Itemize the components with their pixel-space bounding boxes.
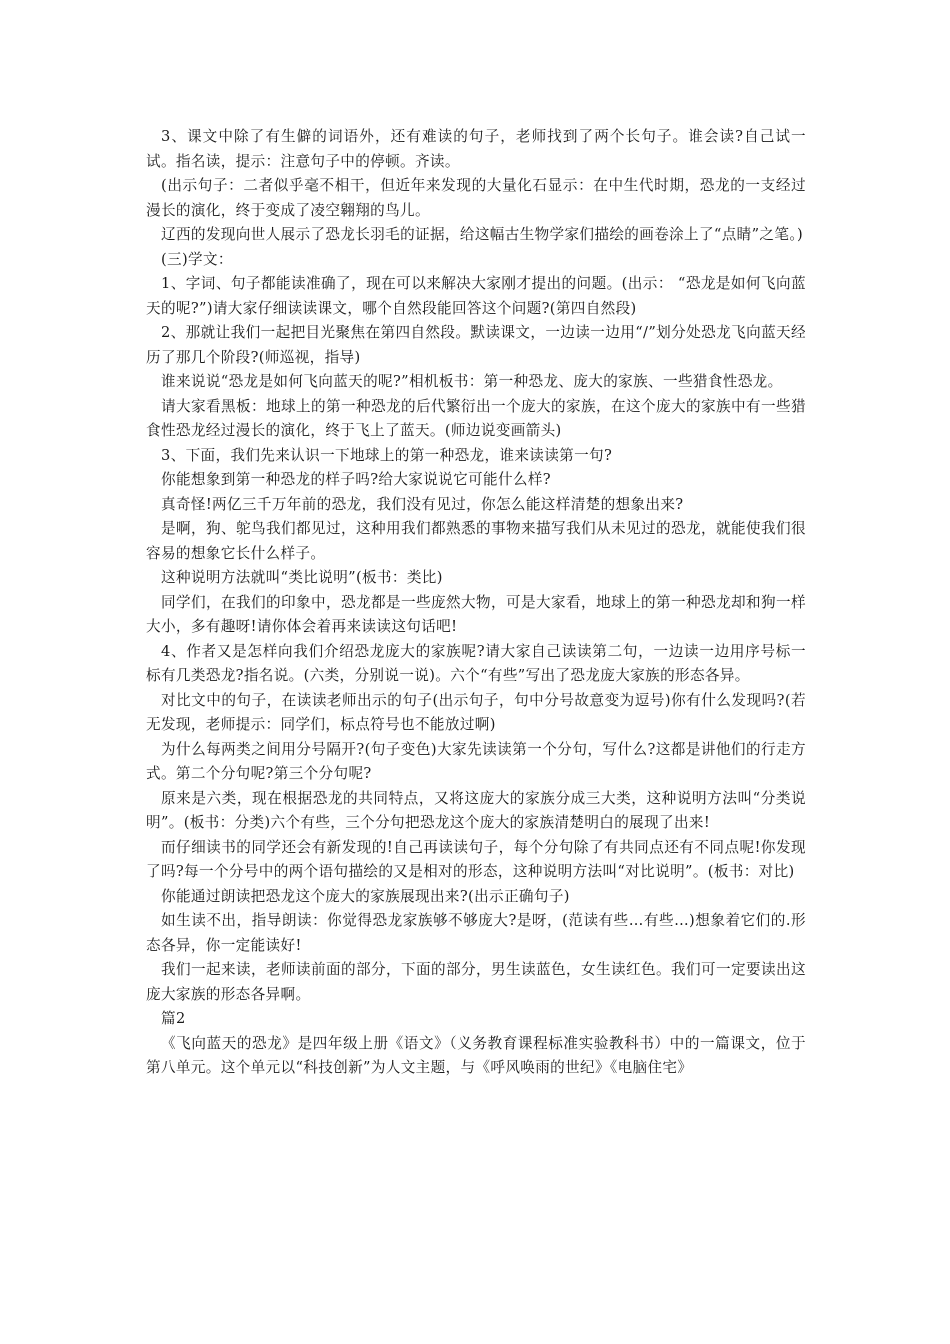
section-heading: 篇2 [161, 1010, 186, 1027]
paragraph: 为什么每两类之间用分号隔开?(句子变色)大家先读读第一个分句，写什么?这都是讲他们的行走方式。第二个分句呢?第三个分句呢? [146, 740, 806, 782]
paragraph: 而仔细读书的同学还会有新发现的!自己再读读句子，每个分句除了有共同点还有不同点呢!你发现了吗?每一个分号中的两个语句描绘的又是相对的形态，这种说明方法叫“对比说明”。(板书：对比) [146, 838, 806, 880]
paragraph: 3、课文中除了有生僻的词语外，还有难读的句子，老师找到了两个长句子。谁会读?自己试一试。指名读，提示：注意句子中的停顿。齐读。 [146, 128, 806, 170]
document-body [146, 125, 806, 1081]
paragraph: 对比文中的句子，在读读老师出示的句子(出示句子，句中分号故意变为逗号)你有什么发现吗?(若无发现，老师提示：同学们，标点符号也不能放过啊) [146, 691, 806, 733]
paragraph: 真奇怪!两亿三千万年前的恐龙，我们没有见过，你怎么能这样清楚的想象出来? [161, 495, 684, 513]
paragraph: 请大家看黑板：地球上的第一种恐龙的后代繁衍出一个庞大的家族，在这个庞大的家族中有一些猎食性恐龙经过漫长的演化，终于飞上了蓝天。(师边说变画箭头) [146, 397, 806, 439]
paragraph: 谁来说说“恐龙是如何飞向蓝天的呢?”相机板书：第一种恐龙、庞大的家族、一些猎食性恐龙。 [161, 373, 783, 390]
paragraph: 这种说明方法就叫“类比说明”(板书：类比) [161, 569, 443, 586]
paragraph: 是啊，狗、鸵鸟我们都见过，这种用我们都熟悉的事物来描写我们从未见过的恐龙，就能使我们很容易的想象它长什么样子。 [146, 520, 806, 562]
paragraph: 《飞向蓝天的恐龙》是四年级上册《语文》（义务教育课程标准实验教科书）中的一篇课文，位于第八单元。这个单元以“科技创新”为人文主题，与《呼风唤雨的世纪》《电脑住宅》 [146, 1034, 806, 1076]
paragraph: 你能通过朗读把恐龙这个庞大的家族展现出来?(出示正确句子) [161, 887, 570, 905]
paragraph: 4、作者又是怎样向我们介绍恐龙庞大的家族呢?请大家自己读读第二句，一边读一边用序号标一标有几类恐龙?指名说。(六类，分别说一说)。六个“有些”写出了恐龙庞大家族的形态各异。 [146, 642, 806, 684]
paragraph: 同学们，在我们的印象中，恐龙都是一些庞然大物，可是大家看，地球上的第一种恐龙却和狗一样大小，多有趣呀!请你体会着再来读读这句话吧! [146, 593, 806, 635]
paragraph: 2、那就让我们一起把目光聚焦在第四自然段。默读课文，一边读一边用“/”划分处恐龙飞向蓝天经历了那几个阶段?(师巡视，指导) [146, 324, 806, 366]
paragraph: 3、下面，我们先来认识一下地球上的第一种恐龙，谁来读读第一句? [161, 446, 613, 464]
section-heading: (三)学文： [161, 250, 233, 268]
paragraph: 你能想象到第一种恐龙的样子吗?给大家说说它可能什么样? [161, 471, 551, 488]
paragraph: 我们一起来读，老师读前面的部分，下面的部分，男生读蓝色，女生读红色。我们可一定要读出这庞大家族的形态各异啊。 [146, 961, 806, 1003]
paragraph: 如生读不出，指导朗读：你觉得恐龙家族够不够庞大?是呀，(范读有些…有些…)想象着它们的.形态各异，你一定能读好! [146, 912, 806, 954]
paragraph: 原来是六类，现在根据恐龙的共同特点，又将这庞大的家族分成三大类，这种说明方法叫“分类说明”。(板书：分类)六个有些，三个分句把恐龙这个庞大的家族清楚明白的展现了出来! [146, 789, 806, 831]
paragraph: (出示句子：二者似乎毫不相干，但近年来发现的大量化石显示：在中生代时期，恐龙的一支经过漫长的演化，终于变成了凌空翱翔的鸟儿。 [146, 177, 806, 219]
paragraph: 1、字词、句子都能读准确了，现在可以来解决大家刚才提出的问题。(出示： “恐龙是如何飞向蓝天的呢?”)请大家仔细读读课文，哪个自然段能回答这个问题?(第四自然段) [146, 275, 806, 317]
paragraph: 辽西的发现向世人展示了恐龙长羽毛的证据，给这幅古生物学家们描绘的画卷涂上了“点睛”之笔。) [161, 226, 804, 243]
